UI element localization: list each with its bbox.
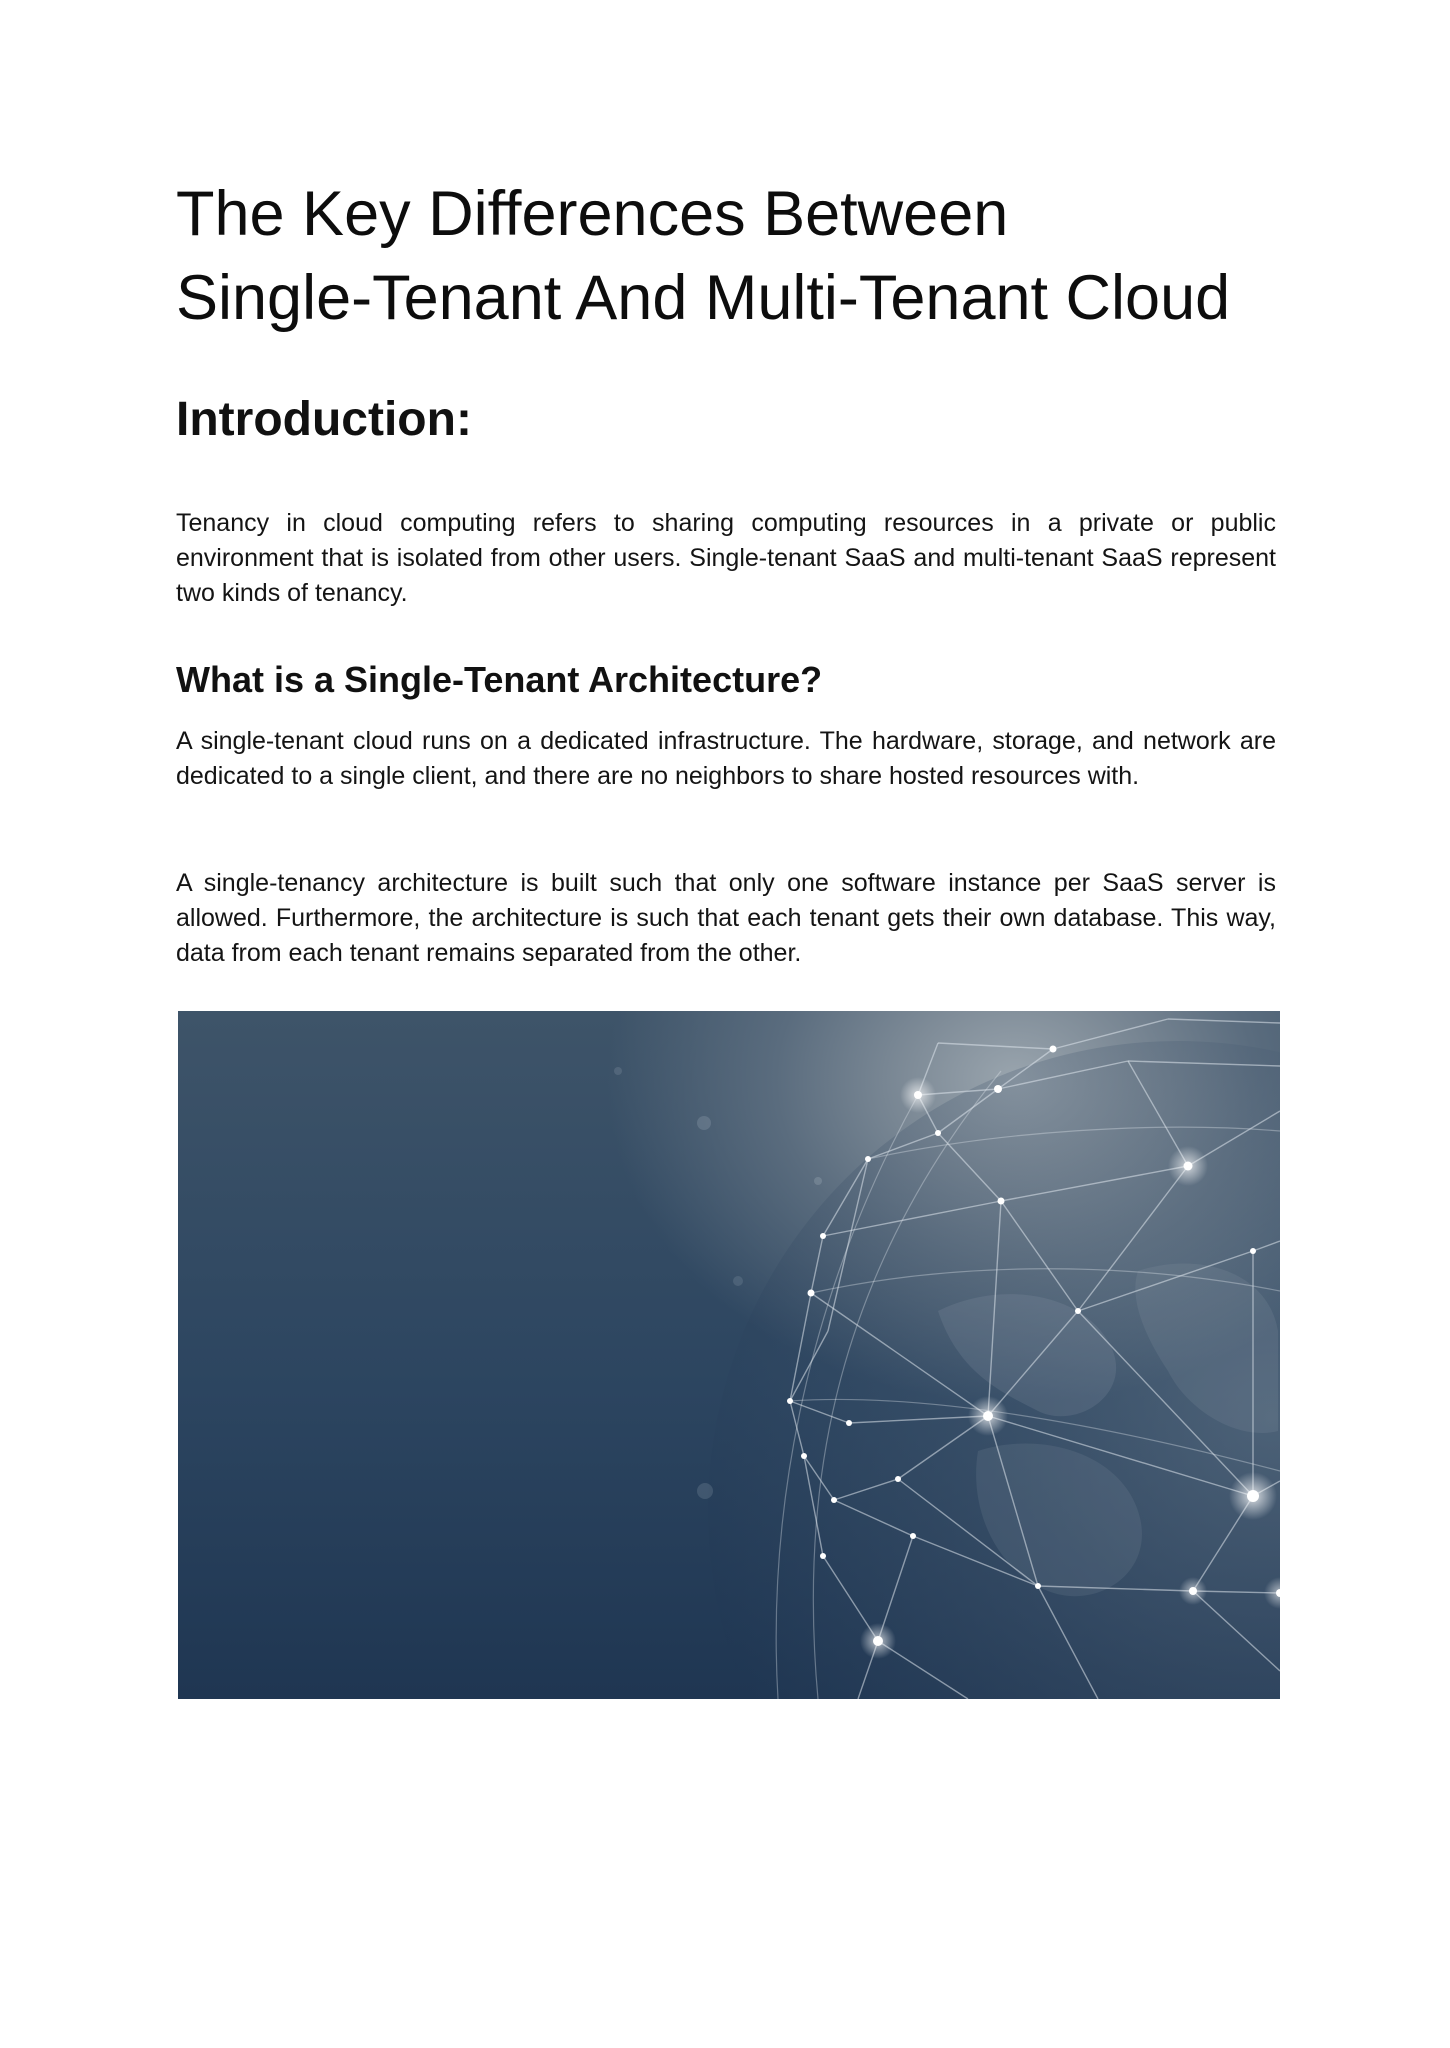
network-globe-image (178, 1011, 1280, 1699)
introduction-heading: Introduction: (176, 393, 472, 446)
globe-network-graphic (178, 1011, 1280, 1699)
single-tenant-heading: What is a Single-Tenant Architecture? (176, 659, 823, 700)
single-tenant-paragraph-1: A single-tenant cloud runs on a dedicated infrastructure. The hardware, storage, and network are dedicated to a single client, and there are no neighbors to share hosted resources with. (176, 727, 1276, 790)
title-line-2: Single-Tenant And Multi-Tenant Cloud (176, 263, 1231, 333)
single-tenant-paragraph-2: A single-tenancy architecture is built such that only one software instance per SaaS server is allowed. Furthermore, the architecture is such that each tenant gets their own database. This way, data from each tenant remains separated from the other. (176, 869, 1276, 967)
document-title (176, 172, 1296, 340)
introduction-paragraph: Tenancy in cloud computing refers to sharing computing resources in a private or public environment that is isolated from other users. Single-tenant SaaS and multi-tenant SaaS represent two kinds of tenancy. (176, 509, 1276, 607)
title-line-1: The Key Differences Between (176, 179, 1009, 249)
